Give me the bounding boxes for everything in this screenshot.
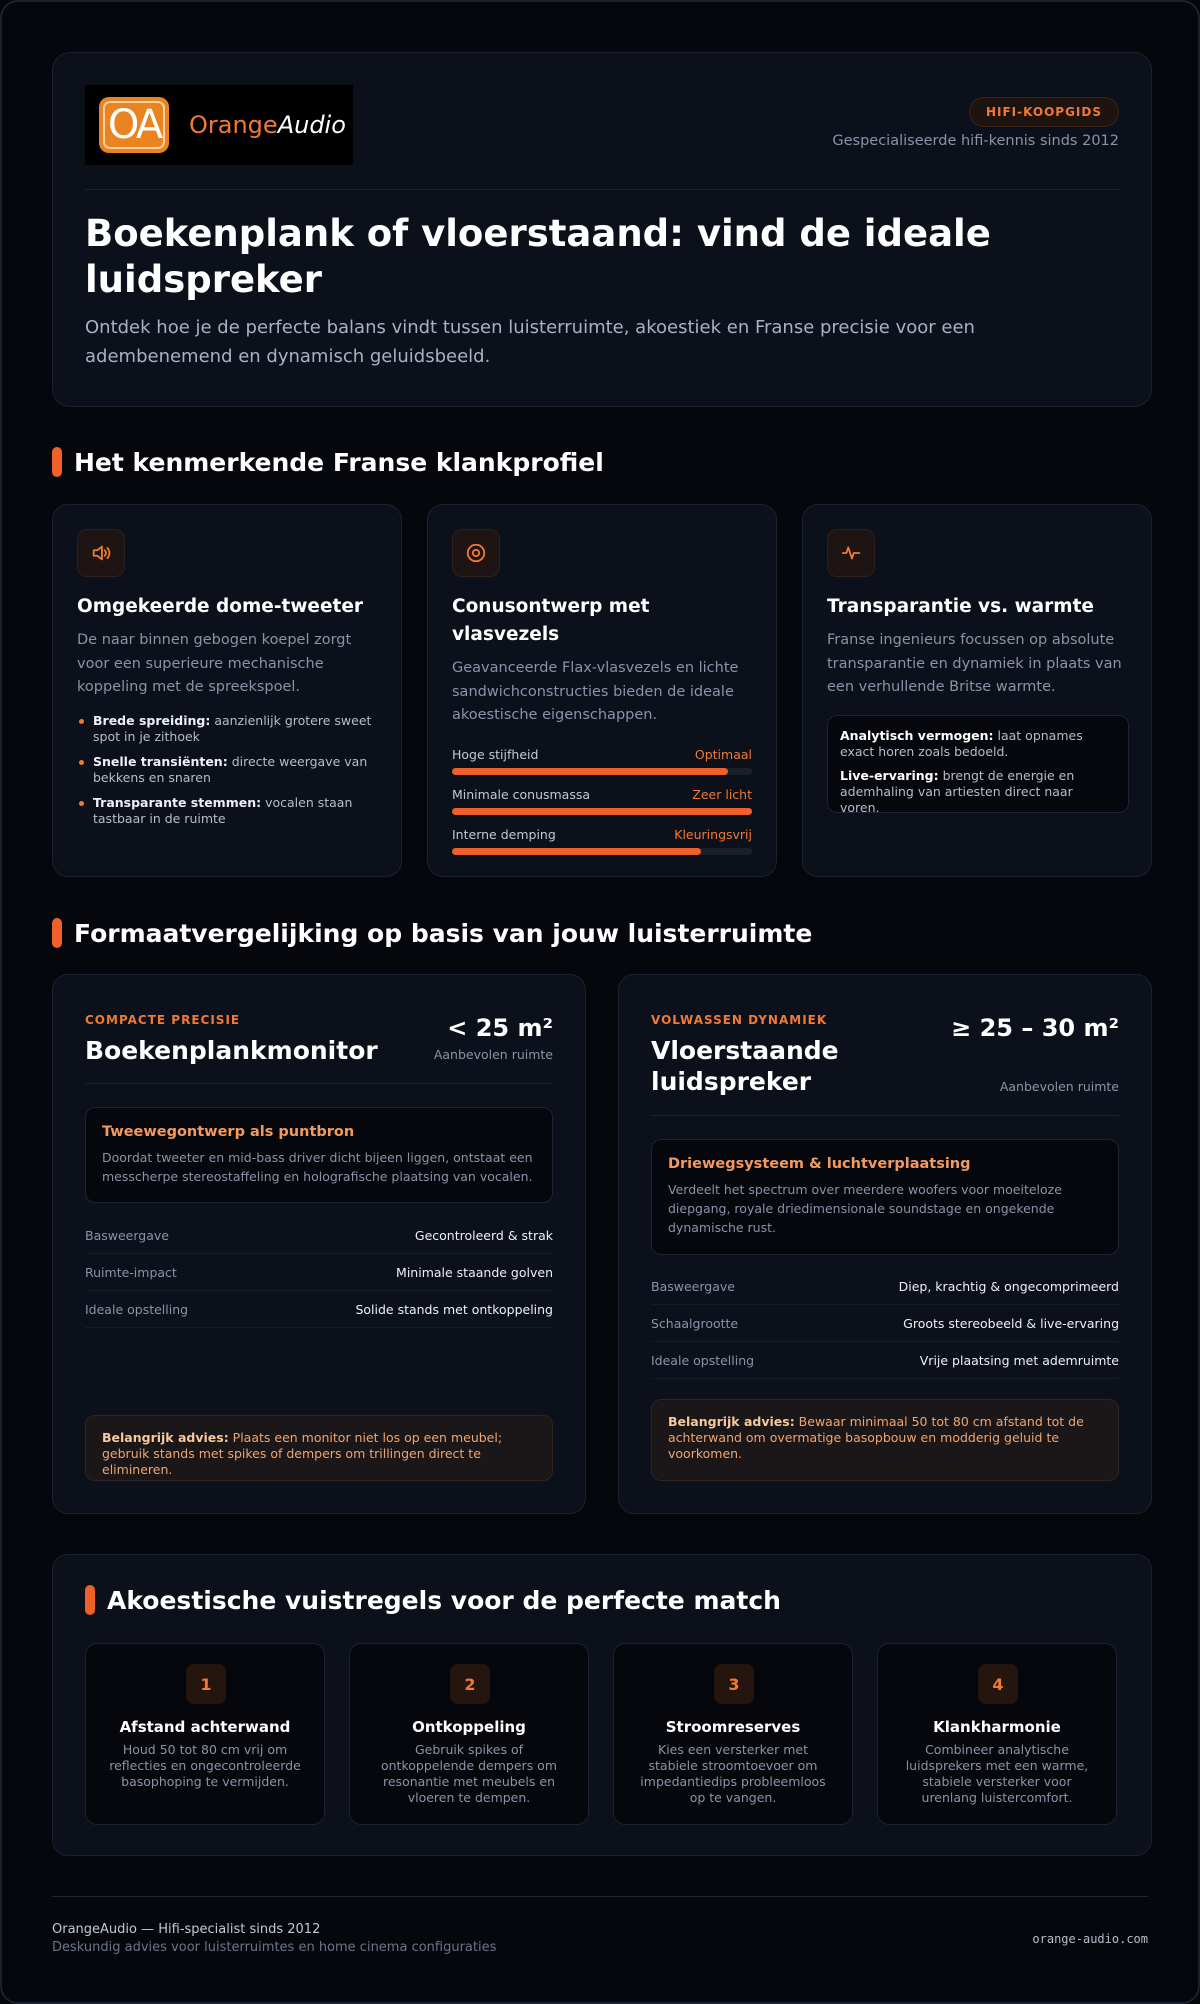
meter-value: Zeer licht (692, 787, 752, 802)
feature-title: Conusontwerp met vlasvezels (452, 596, 650, 645)
note-item: Live-ervaring: brengt de energie en ademhaling van artiesten direct naar voren. (840, 768, 1075, 815)
card-divider (651, 1115, 1119, 1116)
page-title: Boekenplank of vloerstaand: vind de ideale luidspreker (85, 212, 991, 301)
info-text: Verdeelt het spectrum over meerdere woofers voor moeiteloze diepgang, royale driedimensionale soundstage en ongekende dynamische rust. (668, 1182, 1062, 1235)
logo-wordmark (189, 111, 346, 139)
meter-stiffness (452, 747, 752, 775)
info-box (85, 1107, 553, 1203)
section-title: Akoestische vuistregels voor de perfecte match (107, 1585, 781, 1615)
spec-label: Basweergave (651, 1278, 735, 1294)
meter-track (452, 848, 752, 855)
section-heading-comparison (52, 918, 812, 948)
rule-title: Klankharmonie (933, 1718, 1061, 1736)
spec-row (85, 1217, 553, 1254)
meter-label: Hoge stijfheid (452, 747, 539, 762)
footer-subtitle: Deskundig advies voor luisterruimtes en home cinema configuraties (52, 1940, 497, 1955)
footer-website-link[interactable]: orange-audio.com (1032, 1932, 1148, 1946)
spec-label: Ruimte-impact (85, 1264, 177, 1280)
rule-card (349, 1643, 589, 1825)
meter-label: Interne demping (452, 827, 556, 842)
section-title: Formaatvergelijking op basis van jouw luisterruimte (74, 918, 813, 948)
spec-row (651, 1342, 1119, 1379)
advice-box: Belangrijk advies: Plaats een monitor niet los op een meubel; gebruik stands met spikes of dempers om trillingen direct te elimineren. (85, 1415, 553, 1481)
info-title: Driewegsysteem & luchtverplaatsing (668, 1156, 971, 1172)
feature-description: Franse ingenieurs focussen op absolute transparantie en dynamiek in plaats van een verhullende Britse warmte. (827, 632, 1122, 695)
rule-number: 2 (450, 1664, 490, 1704)
info-title: Tweewegontwerp als puntbron (102, 1124, 355, 1140)
rule-card (877, 1643, 1117, 1825)
room-size-label: Aanbevolen ruimte (999, 1079, 1119, 1094)
comparison-card-bookshelf (52, 974, 586, 1514)
rule-card (613, 1643, 853, 1825)
card-kicker: COMPACTE PRECISIE (85, 1013, 241, 1027)
spec-row (651, 1268, 1119, 1305)
spec-value: Groots stereobeeld & live-ervaring (903, 1315, 1119, 1331)
cone-icon (452, 529, 500, 577)
room-size: < 25 m² (447, 1014, 553, 1042)
meter-fill (452, 768, 728, 775)
section-marker (52, 918, 62, 948)
spec-value: Minimale staande golven (396, 1264, 553, 1280)
meter-fill (452, 848, 701, 855)
rules-panel (52, 1554, 1152, 1856)
rule-title: Afstand achterwand (119, 1718, 291, 1736)
advice-box: Belangrijk advies: Bewaar minimaal 50 tot 80 cm afstand tot de achterwand om overmatige basopbouw en modderig geluid te voorkomen. (651, 1399, 1119, 1481)
info-box (651, 1139, 1119, 1255)
rule-description: Kies een versterker met stabiele stroomtoevoer om impedantiedips probleemloos op te vangen. (640, 1742, 826, 1805)
section-marker (85, 1585, 95, 1615)
brand-logo[interactable] (85, 85, 353, 165)
rule-description: Combineer analytische luidsprekers met een warme, stabiele versterker voor urenlang luistercomfort. (905, 1742, 1089, 1805)
list-item: Transparante stemmen: vocalen staan tastbaar in de ruimte (77, 795, 377, 827)
note-item: Analytisch vermogen: laat opnames exact horen zoals bedoeld. (840, 728, 1083, 759)
feature-card-tweeter (52, 504, 402, 877)
feature-description: Geavanceerde Flax-vlasvezels en lichte sandwichconstructies bieden de ideale akoestische eigenschappen. (452, 660, 739, 723)
info-text: Doordat tweeter en mid-bass driver dicht bijeen liggen, ontstaat een messcherpe stereostaffeling en holografische plaatsing van vocalen. (102, 1150, 533, 1184)
rule-number: 1 (186, 1664, 226, 1704)
meter-mass (452, 787, 752, 815)
page-subtitle: Ontdek hoe je de perfecte balans vindt tussen luisterruimte, akoestiek en Franse precisie voor een adembenemend en dynamisch geluidsbeeld. (85, 317, 975, 367)
feature-title: Transparantie vs. warmte (827, 596, 1094, 617)
spec-label: Ideale opstelling (85, 1301, 189, 1317)
meter-damping (452, 827, 752, 855)
guide-badge: HIFI-KOOPGIDS (969, 97, 1119, 127)
note-box (827, 715, 1129, 813)
spec-value: Vrije plaatsing met ademruimte (919, 1352, 1119, 1368)
comparison-card-floorstanding (618, 974, 1152, 1514)
feature-title: Omgekeerde dome-tweeter (77, 596, 364, 617)
rule-number: 4 (978, 1664, 1018, 1704)
list-item: Snelle transiënten: directe weergave van bekkens en snaren (77, 754, 377, 786)
section-heading-rules (85, 1585, 781, 1615)
feature-card-transparency (802, 504, 1152, 877)
rule-card (85, 1643, 325, 1825)
spec-row (85, 1254, 553, 1291)
feature-bullets (77, 713, 377, 836)
spec-value: Solide stands met ontkoppeling (355, 1301, 553, 1317)
logo-mark-text: OA (107, 102, 161, 148)
logo-word-white: Audio (277, 111, 346, 139)
logo-mark (99, 97, 169, 153)
section-title: Het kenmerkende Franse klankprofiel (74, 447, 604, 477)
spec-value: Diep, krachtig & ongecomprimeerd (898, 1278, 1119, 1294)
section-marker (52, 447, 62, 477)
logo-word-orange: Orange (189, 111, 278, 139)
list-item: Brede spreiding: aanzienlijk grotere sweet spot in je zithoek (77, 713, 377, 745)
meter-track (452, 768, 752, 775)
meter-value: Kleuringsvrij (674, 827, 752, 842)
speaker-icon (77, 529, 125, 577)
card-divider (85, 1083, 553, 1084)
feature-description: De naar binnen gebogen koepel zorgt voor een superieure mechanische koppeling met de spreekspoel. (77, 632, 352, 695)
card-kicker: VOLWASSEN DYNAMIEK (651, 1013, 828, 1027)
rule-number: 3 (714, 1664, 754, 1704)
card-title: Boekenplankmonitor (85, 1036, 378, 1065)
rule-description: Gebruik spikes of ontkoppelende dempers om resonantie met meubels en vloeren te dempen. (380, 1742, 558, 1805)
footer-brand: OrangeAudio — Hifi-specialist sinds 2012 (52, 1922, 321, 1937)
hero-divider (85, 189, 1119, 190)
meter-label: Minimale conusmassa (452, 787, 591, 802)
spec-label: Ideale opstelling (651, 1352, 755, 1368)
rule-description: Houd 50 tot 80 cm vrij om reflecties en ongecontroleerde basophoping te vermijden. (109, 1742, 301, 1789)
spec-row (85, 1291, 553, 1328)
footer-divider (52, 1896, 1148, 1897)
room-size-label: Aanbevolen ruimte (433, 1047, 553, 1062)
meter-track (452, 808, 752, 815)
section-heading-profile (52, 447, 604, 477)
card-title: Vloerstaande luidspreker (651, 1036, 839, 1096)
meter-fill (452, 808, 752, 815)
rule-title: Ontkoppeling (412, 1718, 526, 1736)
feature-card-cone (427, 504, 777, 877)
rule-title: Stroomreserves (665, 1718, 801, 1736)
room-size: ≥ 25 – 30 m² (951, 1014, 1119, 1042)
spec-label: Basweergave (85, 1227, 169, 1243)
spec-row (651, 1305, 1119, 1342)
meter-value: Optimaal (694, 747, 752, 762)
tagline: Gespecialiseerde hifi-kennis sinds 2012 (832, 133, 1119, 149)
spec-label: Schaalgrootte (651, 1315, 739, 1331)
spec-value: Gecontroleerd & strak (414, 1227, 553, 1243)
pulse-icon (827, 529, 875, 577)
hero-panel (52, 52, 1152, 407)
